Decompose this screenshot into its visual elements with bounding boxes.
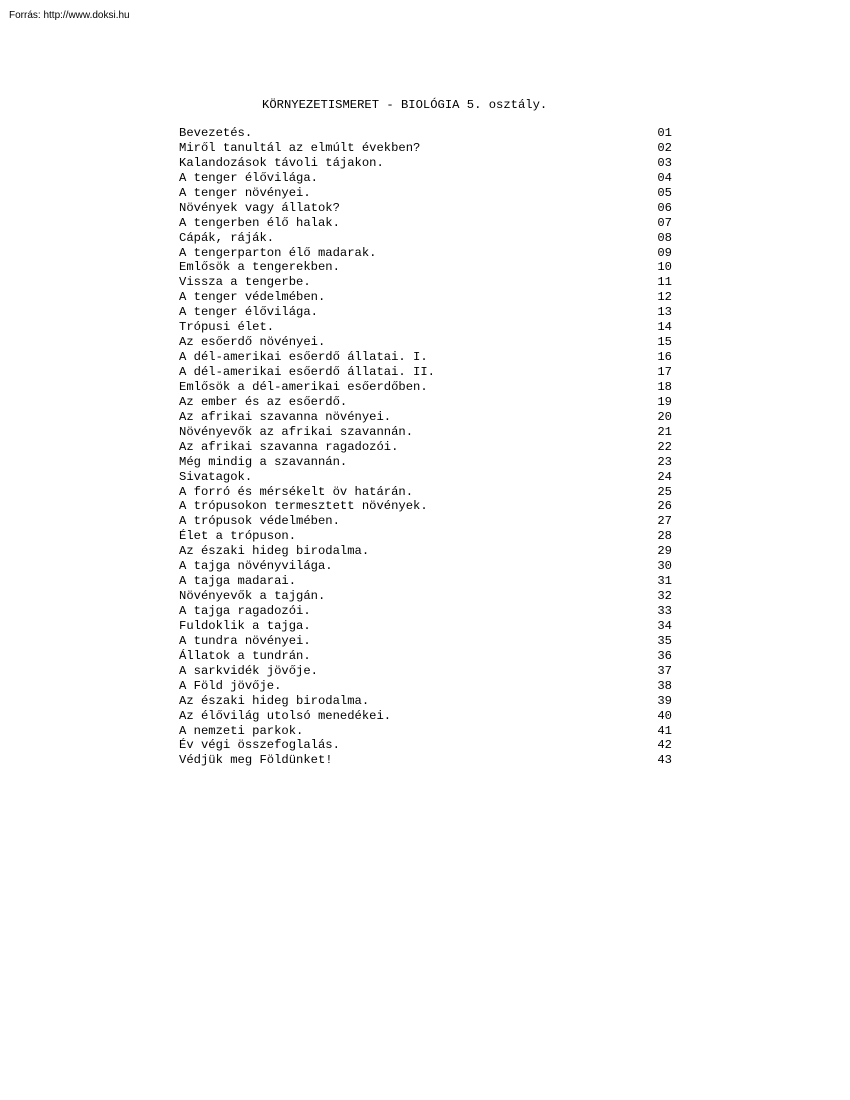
toc-row bbox=[179, 290, 672, 305]
toc-entry-title: Vissza a tengerbe. bbox=[179, 275, 311, 290]
toc-entry-number: 08 bbox=[657, 230, 672, 245]
toc-row bbox=[179, 350, 672, 365]
toc-row bbox=[179, 275, 672, 290]
toc-row bbox=[179, 589, 672, 604]
toc-entry-number: 43 bbox=[657, 753, 672, 768]
toc-entry-title: Az afrikai szavanna növényei. bbox=[179, 409, 392, 424]
toc-entry-number: 28 bbox=[657, 529, 672, 544]
toc-row bbox=[179, 455, 672, 470]
toc-row bbox=[179, 231, 672, 246]
toc-entry-title: Növényevők az afrikai szavannán. bbox=[179, 424, 414, 439]
toc-entry-title: Cápák, ráják. bbox=[179, 230, 275, 245]
toc-entry-number: 35 bbox=[657, 633, 672, 648]
toc-entry-number: 01 bbox=[657, 126, 672, 140]
toc-entry-number: 37 bbox=[657, 663, 672, 678]
toc-entry-title: A tengerben élő halak. bbox=[179, 215, 340, 230]
toc-entry-number: 09 bbox=[657, 245, 672, 260]
toc-entry-title: A tengerparton élő madarak. bbox=[179, 245, 377, 260]
toc-row bbox=[179, 201, 672, 216]
toc-entry-number: 17 bbox=[657, 365, 672, 379]
toc-entry-title: Növények vagy állatok? bbox=[179, 200, 340, 215]
toc-entry-number: 41 bbox=[657, 723, 672, 738]
toc-entry-number: 29 bbox=[657, 544, 672, 559]
toc-entry-title: Élet a trópuson. bbox=[179, 529, 297, 544]
toc-row bbox=[179, 126, 672, 141]
toc-entry-title: A tundra növényei. bbox=[179, 633, 311, 648]
toc-entry-number: 40 bbox=[657, 708, 672, 723]
toc-entry-title: A tenger növényei. bbox=[179, 185, 311, 200]
toc-row bbox=[179, 679, 672, 694]
toc-entry-title: Emlősök a dél-amerikai esőerdőben. bbox=[179, 379, 428, 394]
toc-row bbox=[179, 649, 672, 664]
toc-row bbox=[179, 470, 672, 485]
toc-entry-title: Még mindig a szavannán. bbox=[179, 454, 348, 469]
toc-row bbox=[179, 305, 672, 320]
toc-row bbox=[179, 156, 672, 171]
toc-row bbox=[179, 425, 672, 440]
toc-entry-number: 22 bbox=[657, 439, 672, 454]
toc-row bbox=[179, 738, 672, 753]
toc-entry-title: Kalandozások távoli tájakon. bbox=[179, 155, 384, 170]
toc-row bbox=[179, 171, 672, 186]
toc-entry-number: 02 bbox=[657, 140, 672, 155]
toc-entry-title: A trópusokon termesztett növények. bbox=[179, 499, 428, 514]
toc-entry-title: Az északi hideg birodalma. bbox=[179, 693, 370, 708]
toc-entry-number: 13 bbox=[657, 305, 672, 320]
toc-entry-title: A dél-amerikai esőerdő állatai. I. bbox=[179, 350, 428, 365]
toc-entry-title: Év végi összefoglalás. bbox=[179, 738, 340, 753]
page-title: KÖRNYEZETISMERET - BIOLÓGIA 5. osztály. bbox=[262, 98, 548, 112]
toc-entry-number: 04 bbox=[657, 170, 672, 185]
toc-entry-number: 10 bbox=[657, 260, 672, 275]
toc-row bbox=[179, 186, 672, 201]
toc-entry-title: Az ember és az esőerdő. bbox=[179, 394, 348, 409]
toc-entry-title: Védjük meg Földünket! bbox=[179, 753, 333, 768]
toc-row bbox=[179, 395, 672, 410]
toc-entry-number: 21 bbox=[657, 424, 672, 439]
toc-row bbox=[179, 365, 672, 380]
toc-entry-number: 32 bbox=[657, 589, 672, 604]
toc-entry-title: Fuldoklik a tajga. bbox=[179, 618, 311, 633]
toc-entry-title: Sivatagok. bbox=[179, 469, 253, 484]
toc-entry-title: A tenger élővilága. bbox=[179, 170, 318, 185]
toc-entry-number: 33 bbox=[657, 604, 672, 618]
toc-row bbox=[179, 380, 672, 395]
toc-row bbox=[179, 485, 672, 500]
toc-entry-title: Az afrikai szavanna ragadozói. bbox=[179, 439, 399, 454]
toc-entry-number: 23 bbox=[657, 454, 672, 469]
toc-entry-number: 06 bbox=[657, 200, 672, 215]
toc-entry-number: 31 bbox=[657, 574, 672, 589]
toc-entry-title: A Föld jövője. bbox=[179, 678, 282, 693]
toc-entry-number: 05 bbox=[657, 185, 672, 200]
toc-entry-number: 26 bbox=[657, 499, 672, 514]
toc-row bbox=[179, 709, 672, 724]
toc-entry-number: 11 bbox=[657, 275, 672, 290]
toc-entry-number: 38 bbox=[657, 678, 672, 693]
toc-row bbox=[179, 335, 672, 350]
toc-entry-number: 34 bbox=[657, 618, 672, 633]
toc-row bbox=[179, 574, 672, 589]
toc-entry-number: 39 bbox=[657, 693, 672, 708]
toc-entry-number: 36 bbox=[657, 648, 672, 663]
toc-row bbox=[179, 216, 672, 231]
toc-entry-number: 27 bbox=[657, 514, 672, 529]
toc-entry-title: A nemzeti parkok. bbox=[179, 723, 304, 738]
toc-entry-number: 16 bbox=[657, 350, 672, 365]
toc-row bbox=[179, 440, 672, 455]
toc-entry-title: Trópusi élet. bbox=[179, 320, 275, 335]
toc-row bbox=[179, 753, 672, 768]
toc-entry-number: 15 bbox=[657, 335, 672, 350]
toc-entry-title: Állatok a tundrán. bbox=[179, 648, 311, 663]
toc-row bbox=[179, 320, 672, 335]
toc-row bbox=[179, 499, 672, 514]
toc-entry-title: Az élővilág utolsó menedékei. bbox=[179, 708, 392, 723]
toc-entry-number: 30 bbox=[657, 559, 672, 574]
toc-entry-title: A tenger élővilága. bbox=[179, 305, 318, 320]
toc-entry-title: A tenger védelmében. bbox=[179, 290, 326, 305]
toc-row bbox=[179, 619, 672, 634]
toc-row bbox=[179, 664, 672, 679]
toc-entry-number: 42 bbox=[657, 738, 672, 753]
toc-entry-title: Növényevők a tajgán. bbox=[179, 589, 326, 604]
toc-entry-title: A trópusok védelmében. bbox=[179, 514, 340, 529]
toc-entry-title: Az északi hideg birodalma. bbox=[179, 544, 370, 559]
toc-row bbox=[179, 529, 672, 544]
toc-row bbox=[179, 260, 672, 275]
toc-entry-number: 14 bbox=[657, 320, 672, 335]
toc-entry-title: A tajga ragadozói. bbox=[179, 604, 311, 618]
toc-row bbox=[179, 544, 672, 559]
toc-entry-number: 19 bbox=[657, 394, 672, 409]
toc-entry-number: 12 bbox=[657, 290, 672, 305]
toc-entry-title: Miről tanultál az elmúlt években? bbox=[179, 140, 421, 155]
toc-entry-number: 24 bbox=[657, 469, 672, 484]
toc-row bbox=[179, 141, 672, 156]
toc-entry-title: Bevezetés. bbox=[179, 126, 253, 140]
toc-row bbox=[179, 634, 672, 649]
toc-row bbox=[179, 410, 672, 425]
toc-entry-number: 18 bbox=[657, 379, 672, 394]
toc-row bbox=[179, 514, 672, 529]
table-of-contents bbox=[179, 126, 672, 768]
toc-entry-number: 03 bbox=[657, 155, 672, 170]
source-label: Forrás: http://www.doksi.hu bbox=[9, 10, 130, 21]
toc-entry-title: Emlősök a tengerekben. bbox=[179, 260, 340, 275]
toc-entry-number: 20 bbox=[657, 409, 672, 424]
toc-entry-number: 07 bbox=[657, 215, 672, 230]
toc-entry-title: A tajga növényvilága. bbox=[179, 559, 333, 574]
toc-entry-title: A dél-amerikai esőerdő állatai. II. bbox=[179, 365, 435, 379]
toc-row bbox=[179, 694, 672, 709]
toc-entry-title: A sarkvidék jövője. bbox=[179, 663, 318, 678]
toc-row bbox=[179, 246, 672, 261]
toc-row bbox=[179, 724, 672, 739]
toc-entry-number: 25 bbox=[657, 484, 672, 499]
toc-entry-title: A tajga madarai. bbox=[179, 574, 297, 589]
toc-row bbox=[179, 604, 672, 619]
toc-row bbox=[179, 559, 672, 574]
toc-entry-title: Az esőerdő növényei. bbox=[179, 335, 326, 350]
toc-entry-title: A forró és mérsékelt öv határán. bbox=[179, 484, 414, 499]
